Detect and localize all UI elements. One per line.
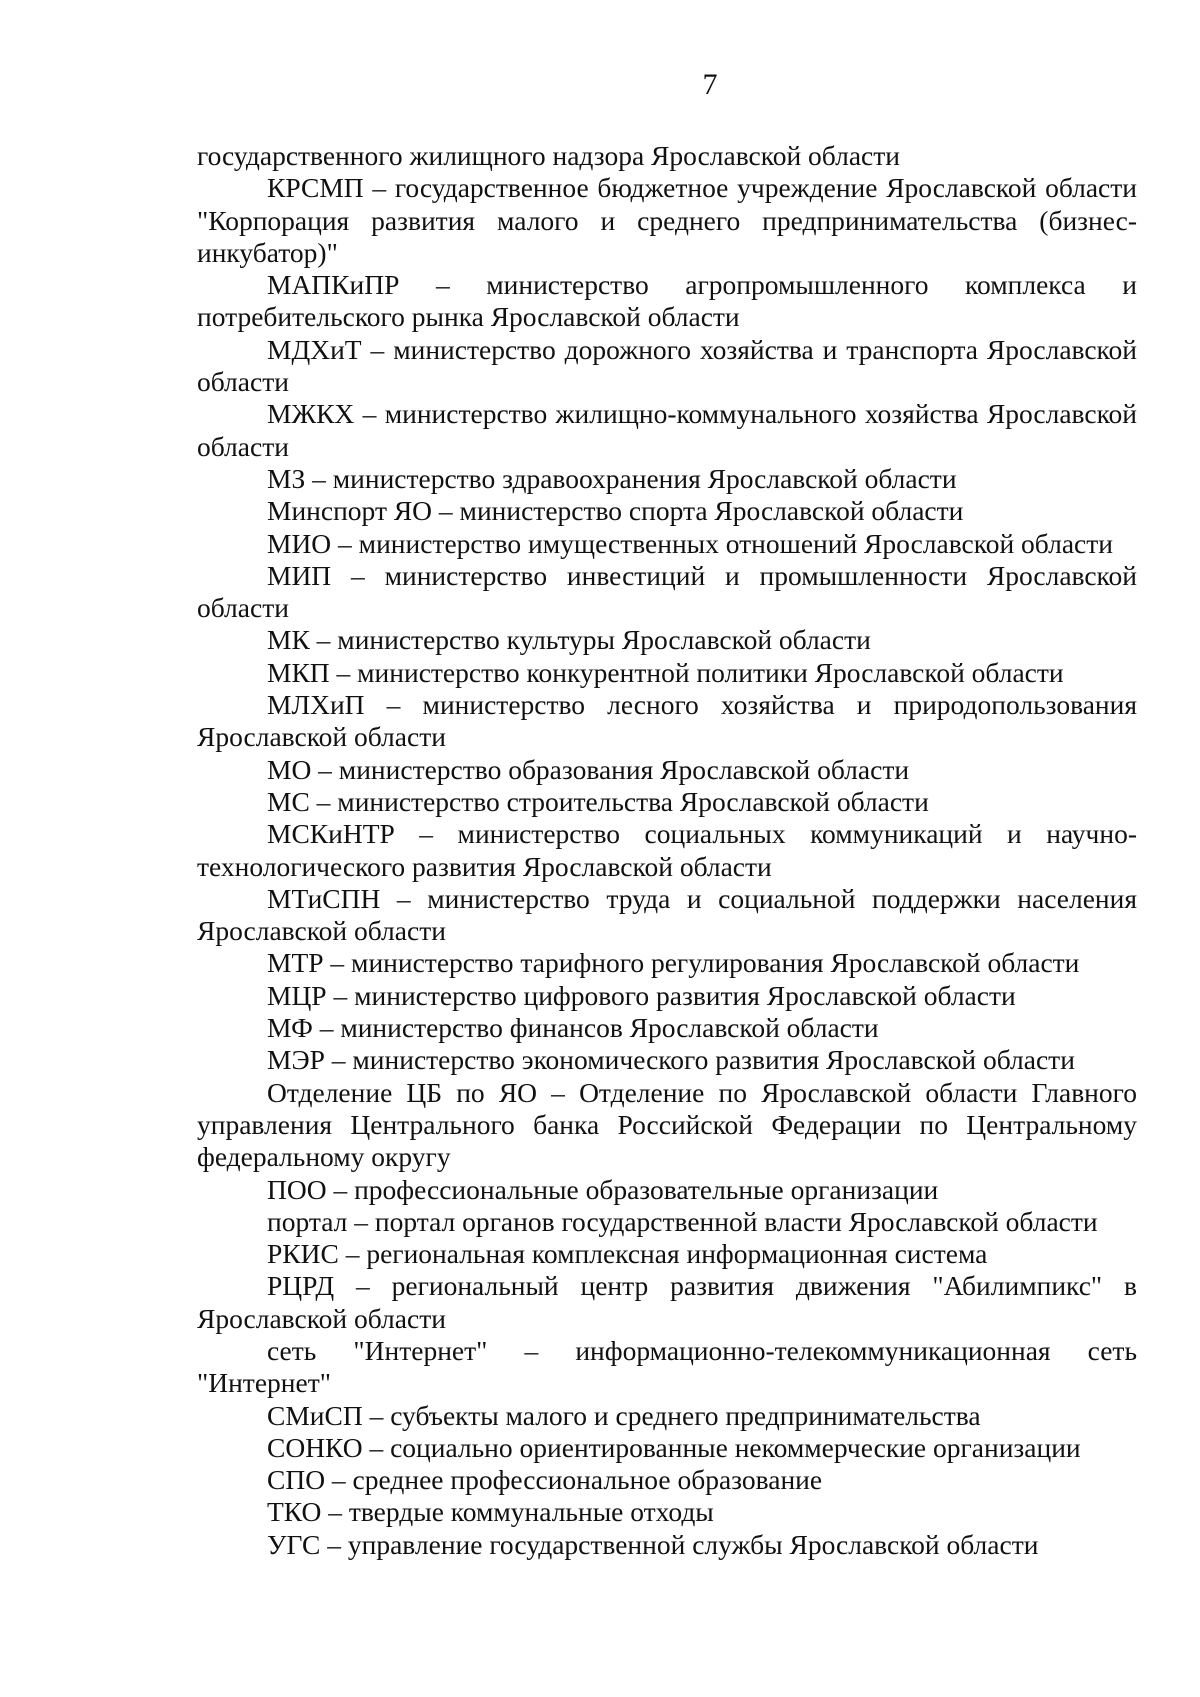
abbreviation-entry: СОНКО – социально ориентированные некоммерческие организации <box>267 1431 1081 1463</box>
abbreviation-entry: МЭР – министерство экономического развития Ярославской области <box>267 1044 1075 1076</box>
abbreviation-entry: МТР – министерство тарифного регулирования Ярославской области <box>267 947 1080 979</box>
abbreviation-entry: ПОО – профессиональные образовательные организации <box>267 1173 939 1205</box>
abbreviations-list <box>197 140 1137 1561</box>
abbreviation-entry: сеть "Интернет" – информационно-телекоммуникационная сеть "Интернет" <box>197 1334 1137 1399</box>
abbreviation-entry: МС – министерство строительства Ярославской области <box>267 785 929 817</box>
abbreviation-entry: ТКО – твердые коммунальные отходы <box>267 1496 714 1528</box>
abbreviation-entry: СПО – среднее профессиональное образование <box>267 1464 823 1496</box>
abbreviation-entry: Минспорт ЯО – министерство спорта Ярославской области <box>267 495 964 527</box>
abbreviation-entry: МЗ – министерство здравоохранения Ярославской области <box>267 462 957 494</box>
page-number: 7 <box>702 68 718 101</box>
abbreviation-entry: КРСМП – государственное бюджетное учреждение Ярославской области "Корпорация развития малого и среднего предпринимательства (бизнес-инкубатор)" <box>197 172 1137 268</box>
abbreviation-entry: МЛХиП – министерство лесного хозяйства и природопользования Ярославской области <box>197 689 1137 753</box>
continuation-line: государственного жилищного надзора Ярославской области <box>197 140 900 171</box>
abbreviation-entry: МО – министерство образования Ярославской области <box>267 753 910 785</box>
abbreviation-entry: МАПКиПР – министерство агропромышленного комплекса и потребительского рынка Ярославской области <box>197 269 1137 333</box>
abbreviation-entry: МТиСПН – министерство труда и социальной поддержки населения Ярославской области <box>197 882 1137 947</box>
abbreviation-entry: РКИС – региональная комплексная информационная система <box>267 1238 988 1270</box>
abbreviation-entry: портал – портал органов государственной власти Ярославской области <box>267 1205 1098 1237</box>
abbreviation-entry: СМиСП – субъекты малого и среднего предпринимательства <box>267 1399 981 1431</box>
abbreviation-entry: МКП – министерство конкурентной политики Ярославской области <box>267 656 1064 688</box>
abbreviation-entry: МФ – министерство финансов Ярославской области <box>267 1012 879 1044</box>
abbreviation-entry: Отделение ЦБ по ЯО – Отделение по Ярославской области Главного управления Центрального банка Российской Федерации по Центральному федеральному округу <box>197 1076 1137 1173</box>
abbreviation-entry: МИО – министерство имущественных отношений Ярославской области <box>267 527 1113 559</box>
abbreviation-entry: МЖКХ – министерство жилищно-коммунального хозяйства Ярославской области <box>197 398 1137 462</box>
abbreviation-entry: МЦР – министерство цифрового развития Ярославской области <box>267 979 1016 1011</box>
abbreviation-entry: МДХиТ – министерство дорожного хозяйства и транспорта Ярославской области <box>197 333 1137 398</box>
abbreviation-entry: РЦРД – региональный центр развития движения "Абилимпикс" в Ярославской области <box>197 1270 1137 1334</box>
abbreviation-entry: МК – министерство культуры Ярославской области <box>267 624 871 656</box>
abbreviation-entry: МСКиНТР – министерство социальных коммуникаций и научно-технологического развития Ярославской области <box>197 818 1137 882</box>
abbreviation-entry: УГС – управление государственной службы Ярославской области <box>267 1528 1039 1560</box>
abbreviation-entry: МИП – министерство инвестиций и промышленности Ярославской области <box>197 559 1137 624</box>
